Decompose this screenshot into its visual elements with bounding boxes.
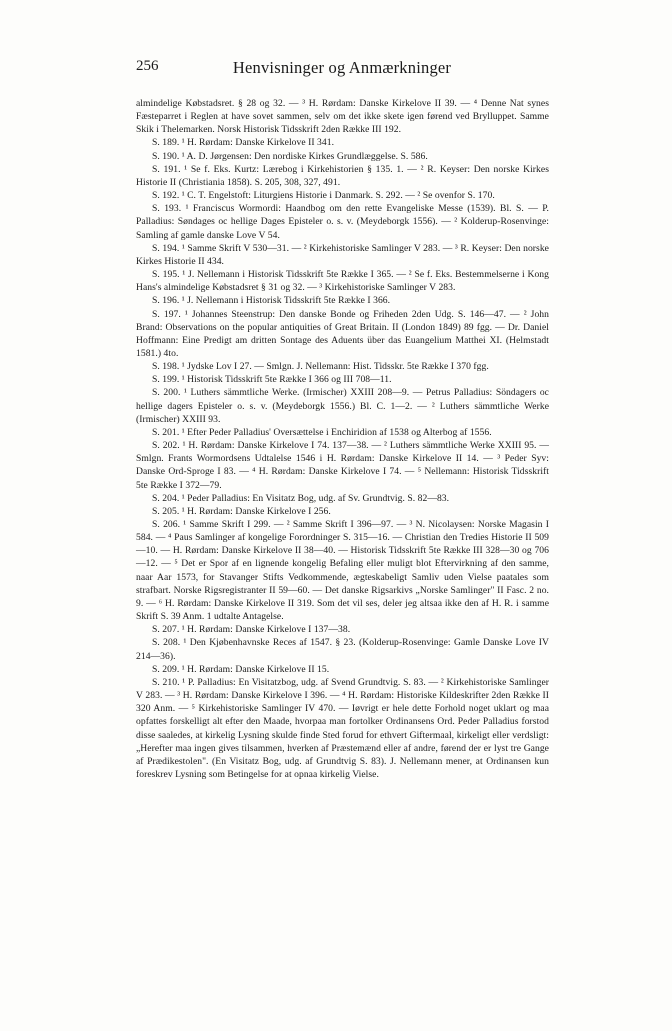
note-paragraph: S. 192. ¹ C. T. Engelstoft: Liturgiens Historie i Danmark. S. 292. — ² Se ovenfor S. 170. (152, 190, 495, 202)
note-paragraph: S. 204. ¹ Peder Palladius: En Visitatz Bog, udg. af Sv. Grundtvig. S. 82—83. (152, 492, 450, 504)
note-paragraph: S. 208. ¹ Den Kjøbenhavnske Reces af 1547. § 23. (Kolderup-Rosenvinge: Gamle Danske Love IV 214—36). (136, 637, 549, 662)
note-paragraph: S. 200. ¹ Luthers sämmtliche Werke. (Irmischer) XXIII 208—9. — Petrus Palladius: Söndagers oc hellige dagers Episteler o. s. v. (Meydeborgk 1556.) Bl. C. 1—2. — ² Luthers sämmtliche Werke (Irmischer) XXIII 93. (136, 387, 549, 425)
note-paragraph: S. 197. ¹ Johannes Steenstrup: Den danske Bonde og Friheden 2den Udg. S. 146—47. — ² John Brand: Observations on the popular antiquities of Great Britain. II (London 1849) 89 fgg. — Dr. Daniel Hoffmann: Eine Predigt am dritten Sontage des Aduents über das Euangelium Matthei XI. (Helmstadt 1581.) 4to. (136, 308, 549, 359)
note-paragraph: almindelige Købstadsret. § 28 og 32. — ³ H. Rørdam: Danske Kirkelove II 39. — ⁴ Denne Nat synes Fæsteparret i Reglen at have sovet sammen, selv om det ikke skete igen førend ved Brylluppet. Samme Skik i Thelemarken. Norsk Historisk Tidsskrift 2den Række III 192. (136, 98, 549, 136)
note-paragraph: S. 207. ¹ H. Rørdam: Danske Kirkelove I 137—38. (152, 624, 351, 636)
note-paragraph: S. 201. ¹ Efter Peder Palladius' Oversættelse i Enchiridion af 1538 og Alterbog af 1556. (152, 426, 492, 438)
note-paragraph: S. 210. ¹ P. Palladius: En Visitatzbog, udg. af Svend Grundtvig. S. 83. — ² Kirkehistoriske Samlinger V 283. — ³ H. Rørdam: Danske Kirkelove I 396. — ⁴ H. Rørdam: Historiske Kildeskrifter 2den Række II 320 Anm. — ⁵ Kirkehistoriske Samlinger IV 470. — Iøvrigt er hele dette Forhold noget uklart og maa opfattes forskelligt alt efter den Maade, hvorpaa man fortolker Ordinansens Ord. Peder Palladius forstod disse saaledes, at kirkelig Lysning skulde finde Sted forud for ethvert Giftermaal, kirkeligt eller verdsligt: „Herefter maa ingen gives tilsammen, hverken af Præstemænd eller af andre, førend der er lyst tre Gange af Prædikestolen". (En Visitatz Bog, udg. af Grundtvig S. 83). J. Nellemann mener, at Ordinansen kun foreskrev Lysning som Betingelse for at opnaa kirkelig Vielse. (136, 676, 549, 780)
note-paragraph: S. 193. ¹ Franciscus Wormordi: Haandbog om den rette Evangeliske Messe (1539). Bl. S. — P. Palladius: Søndages oc hellige Dages Episteler o. s. v. (Meydeborgk 1556). — ² Kolderup-Rosenvinge: Samling af gamle danske Love V 54. (136, 203, 549, 241)
page-header (136, 58, 548, 80)
note-paragraph: S. 198. ¹ Jydske Lov I 27. — Smlgn. J. Nellemann: Hist. Tidsskr. 5te Række I 370 fgg. (152, 361, 489, 373)
note-paragraph: S. 189. ¹ H. Rørdam: Danske Kirkelove II 341. (152, 137, 335, 149)
note-paragraph: S. 199. ¹ Historisk Tidsskrift 5te Række I 366 og III 708—11. (152, 374, 392, 386)
notes-body (136, 97, 549, 781)
note-paragraph: S. 206. ¹ Samme Skrift I 299. — ² Samme Skrift I 396—97. — ³ N. Nicolaysen: Norske Magasin I 584. — ⁴ Paus Samlinger af kongelige Forordninger S. 315—16. — Christian den Tredies Historie II 509—10. — H. Rørdam: Danske Kirkelove II 38—40. — Historisk Tidsskrift 5te Række III 328—30 og 706—12. — ⁵ Det er Spor af en lignende kongelig Befaling eller muligt blot Eftervirkning af den samme, naar Aar 1573, for Stavanger Stifts Vedkommende, ægteskabeligt Samliv uden Vielse paatales som strafbart. Norske Rigsregistranter II 59—60. — Det danske Rigsarkivs „Norske Samlinger" II Fasc. 2 no. 9. — ⁶ H. Rørdam: Danske Kirkelove II 319. Som det vil ses, deler jeg altsaa ikke den af H. R. i samme Skrift S. 39 Anm. 1 udtalte Antagelse. (136, 519, 549, 623)
note-paragraph: S. 196. ¹ J. Nellemann i Historisk Tidsskrift 5te Række I 366. (152, 295, 391, 307)
note-paragraph: S. 191. ¹ Se f. Eks. Kurtz: Lærebog i Kirkehistorien § 135. 1. — ² R. Keyser: Den norske Kirkes Historie II (Christiania 1858). S. 205, 308, 327, 491. (136, 163, 549, 188)
page-number: 256 (136, 58, 159, 74)
note-paragraph: S. 194. ¹ Samme Skrift V 530—31. — ² Kirkehistoriske Samlinger V 283. — ³ R. Keyser: Den norske Kirkes Historie II 434. (136, 242, 549, 267)
running-title: Henvisninger og Anmærkninger (232, 58, 452, 77)
note-paragraph: S. 205. ¹ H. Rørdam: Danske Kirkelove I 256. (152, 505, 331, 517)
note-paragraph: S. 202. ¹ H. Rørdam: Danske Kirkelove I 74. 137—38. — ² Luthers sämmtliche Werke XXIII 95. — Smlgn. Frants Wormordsens Udtalelse 1546 i H. Rørdam: Danske Kirkelove II 14. — ³ Peder Syv: Danske Ord-Sproge I 83. — ⁴ H. Rørdam: Danske Kirkelove I 74. — ⁵ Nellemann: Historisk Tidsskrift 5te Række I 372—79. (136, 440, 549, 491)
note-paragraph: S. 195. ¹ J. Nellemann i Historisk Tidsskrift 5te Række I 365. — ² Se f. Eks. Bestemmelserne i Kong Hans's almindelige Købstadsret § 31 og 32. — ³ Kirkehistoriske Samlinger V 283. (136, 269, 549, 294)
note-paragraph: S. 190. ¹ A. D. Jørgensen: Den nordiske Kirkes Grundlæggelse. S. 586. (152, 150, 428, 162)
note-paragraph: S. 209. ¹ H. Rørdam: Danske Kirkelove II 15. (152, 663, 330, 675)
